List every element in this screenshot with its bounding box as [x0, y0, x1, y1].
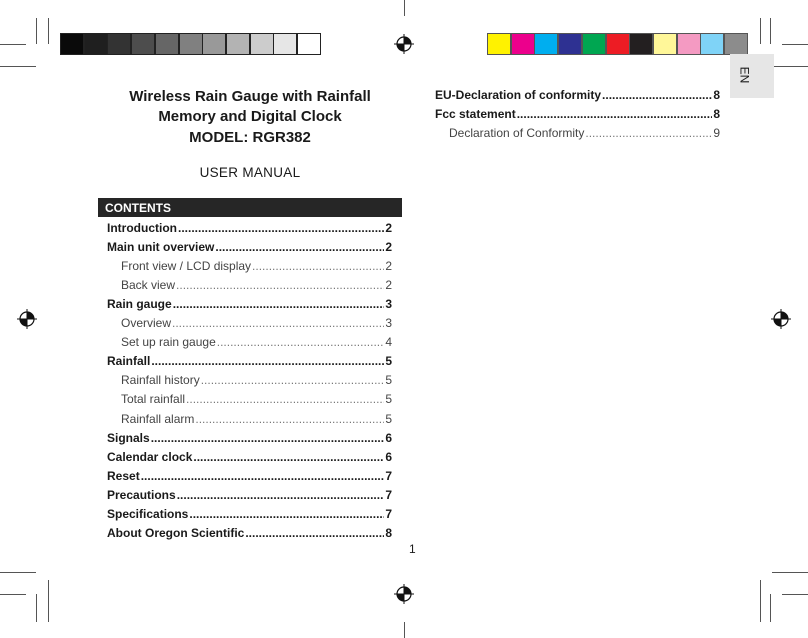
- toc-entry-label: Rainfall: [107, 354, 151, 369]
- toc-entry[interactable]: [107, 352, 392, 371]
- toc-entry-page: 8: [385, 525, 392, 540]
- color-swatch: [677, 33, 701, 55]
- toc-entry[interactable]: [435, 86, 720, 105]
- toc-entry-label: Specifications: [107, 506, 189, 521]
- color-swatch: [179, 33, 203, 55]
- toc-entry[interactable]: [121, 410, 392, 429]
- toc-leader-dots: [193, 448, 384, 467]
- toc-leader-dots: [517, 105, 713, 124]
- toc-entry-label: About Oregon Scientific: [107, 525, 245, 540]
- toc-leader-dots: [252, 257, 384, 276]
- color-swatch: [724, 33, 748, 55]
- color-swatch: [700, 33, 724, 55]
- toc-entry[interactable]: [107, 524, 392, 543]
- language-tab: [730, 54, 774, 98]
- toc-entry-page: 7: [385, 506, 392, 521]
- toc-entry[interactable]: [107, 219, 392, 238]
- toc-entry[interactable]: [121, 390, 392, 409]
- color-swatch: [511, 33, 535, 55]
- toc-entry[interactable]: [449, 124, 720, 143]
- toc-leader-dots: [201, 371, 385, 390]
- toc-entry-page: 3: [385, 316, 392, 331]
- toc-entry-page: 2: [385, 240, 392, 255]
- color-swatch: [582, 33, 606, 55]
- toc-entry[interactable]: [107, 467, 392, 486]
- crop-mark: [760, 18, 761, 44]
- toc-leader-dots: [173, 295, 385, 314]
- color-swatch: [131, 33, 155, 55]
- toc-leader-dots: [186, 390, 384, 409]
- color-swatch: [60, 33, 84, 55]
- toc-entry[interactable]: [121, 257, 392, 276]
- toc-entry-label: Main unit overview: [107, 240, 215, 255]
- registration-mark-icon: [394, 34, 414, 54]
- toc-leader-dots: [189, 505, 384, 524]
- toc-leader-dots: [151, 352, 384, 371]
- crop-mark: [772, 572, 808, 573]
- page-number: 1: [409, 542, 416, 556]
- title-line-2: Memory and Digital Clock: [158, 108, 342, 125]
- toc-entry-label: Set up rain gauge: [121, 335, 216, 350]
- color-swatch: [155, 33, 179, 55]
- toc-leader-dots: [178, 219, 384, 238]
- color-swatch: [297, 33, 321, 55]
- toc-entry-label: Rainfall alarm: [121, 411, 195, 426]
- toc-entry-label: Fcc statement: [435, 107, 516, 121]
- color-swatch: [250, 33, 274, 55]
- toc-entry[interactable]: [121, 276, 392, 295]
- toc-leader-dots: [177, 486, 385, 505]
- toc-entry-label: Total rainfall: [121, 392, 186, 407]
- language-tab-label: EN: [737, 66, 752, 84]
- color-swatch: [487, 33, 511, 55]
- toc-entry-page: 5: [385, 373, 392, 388]
- color-swatch: [606, 33, 630, 55]
- title-line-1: Wireless Rain Gauge with Rainfall: [129, 88, 371, 105]
- toc-leader-dots: [151, 429, 385, 448]
- crop-mark: [0, 44, 26, 45]
- crop-mark: [0, 572, 36, 573]
- center-fold-mark: [404, 622, 405, 638]
- toc-entry-page: 5: [385, 411, 392, 426]
- toc-entry-page: 5: [385, 354, 392, 369]
- toc-entry-page: 2: [385, 278, 392, 293]
- toc-entry-page: 8: [713, 88, 720, 102]
- crop-mark: [36, 18, 37, 44]
- toc-entry[interactable]: [107, 448, 392, 467]
- toc-entry[interactable]: [121, 333, 392, 352]
- crop-mark: [0, 594, 26, 595]
- user-manual-subtitle: USER MANUAL: [199, 165, 301, 180]
- toc-entry[interactable]: [121, 314, 392, 333]
- toc-leader-dots: [176, 276, 384, 295]
- toc-entry-label: EU-Declaration of conformity: [435, 88, 602, 102]
- registration-mark-icon: [394, 584, 414, 604]
- toc-entry-label: Front view / LCD display: [121, 259, 252, 274]
- toc-entry-page: 4: [385, 335, 392, 350]
- crop-mark: [782, 44, 808, 45]
- toc-entry[interactable]: [107, 429, 392, 448]
- toc-leader-dots: [217, 333, 385, 352]
- toc-entry[interactable]: [435, 105, 720, 124]
- model-number: MODEL: RGR382: [189, 129, 311, 146]
- crop-mark: [36, 594, 37, 622]
- color-swatch: [202, 33, 226, 55]
- registration-mark-icon: [771, 309, 791, 329]
- toc-entry-label: Precautions: [107, 487, 176, 502]
- toc-leader-dots: [215, 238, 384, 257]
- toc-leader-dots: [602, 86, 712, 105]
- crop-mark: [48, 580, 49, 622]
- toc-entry-page: 2: [385, 221, 392, 235]
- color-swatch: [534, 33, 558, 55]
- toc-entry-page: 7: [385, 487, 392, 502]
- toc-entry-label: Declaration of Conformity: [449, 126, 585, 140]
- crop-mark: [770, 594, 771, 622]
- toc-entry-label: Rain gauge: [107, 297, 172, 312]
- crop-mark: [0, 66, 36, 67]
- toc-entry-page: 7: [385, 468, 392, 483]
- toc-entry-page: 6: [385, 430, 392, 445]
- toc-leader-dots: [195, 410, 384, 429]
- toc-entry-label: Back view: [121, 278, 176, 293]
- toc-entry-page: 9: [713, 126, 720, 140]
- color-swatch: [107, 33, 131, 55]
- toc-entry[interactable]: [107, 505, 392, 524]
- contents-heading: CONTENTS: [98, 198, 402, 217]
- color-swatch: [273, 33, 297, 55]
- toc-entry-label: Overview: [121, 316, 172, 331]
- color-swatch: [629, 33, 653, 55]
- color-swatch: [84, 33, 108, 55]
- toc-leader-dots: [245, 524, 384, 543]
- toc-leader-dots: [585, 124, 712, 143]
- registration-mark-icon: [17, 309, 37, 329]
- toc-entry-label: Calendar clock: [107, 449, 193, 464]
- toc-entry-page: 2: [385, 259, 392, 274]
- crop-mark: [760, 580, 761, 622]
- toc-entry[interactable]: [107, 238, 392, 257]
- center-fold-mark: [404, 0, 405, 16]
- crop-mark: [770, 18, 771, 44]
- toc-entry-page: 8: [713, 107, 720, 121]
- color-swatch: [226, 33, 250, 55]
- toc-entry-label: Rainfall history: [121, 373, 200, 388]
- toc-entry-label: Signals: [107, 430, 150, 445]
- toc-leader-dots: [172, 314, 384, 333]
- toc-leader-dots: [141, 467, 385, 486]
- toc-entry-label: Reset: [107, 468, 140, 483]
- color-swatch: [653, 33, 677, 55]
- crop-mark: [48, 18, 49, 44]
- crop-mark: [772, 66, 808, 67]
- toc-entry-page: 5: [385, 392, 392, 407]
- crop-mark: [782, 594, 808, 595]
- toc-entry[interactable]: [107, 486, 392, 505]
- color-swatch: [558, 33, 582, 55]
- toc-entry-label: Introduction: [107, 221, 177, 235]
- toc-entry-page: 3: [385, 297, 392, 312]
- toc-entry[interactable]: [121, 371, 392, 390]
- toc-entry-page: 6: [385, 449, 392, 464]
- toc-entry[interactable]: [107, 295, 392, 314]
